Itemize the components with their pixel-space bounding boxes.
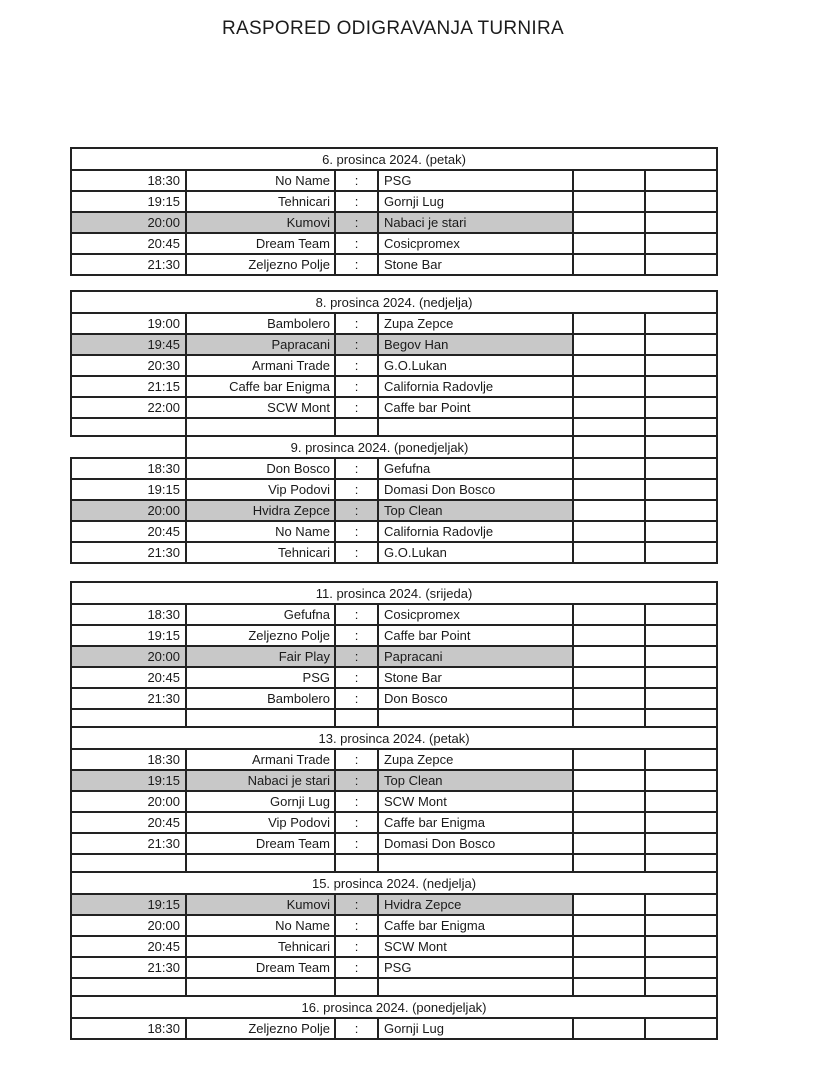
match-time-cell: 20:45 bbox=[71, 233, 186, 254]
date-header-row bbox=[71, 872, 717, 894]
match-row bbox=[71, 791, 717, 812]
separator-cell: : bbox=[335, 604, 378, 625]
date-header-row bbox=[71, 727, 717, 749]
match-time-cell: 21:30 bbox=[71, 254, 186, 275]
separator-cell: : bbox=[335, 957, 378, 978]
score-cell bbox=[645, 749, 717, 770]
score-cell bbox=[645, 397, 717, 418]
home-team-cell: No Name bbox=[186, 915, 335, 936]
match-time-cell: 21:30 bbox=[71, 542, 186, 563]
score-cell bbox=[645, 915, 717, 936]
match-time-cell: 18:30 bbox=[71, 170, 186, 191]
separator-cell: : bbox=[335, 915, 378, 936]
score-cell bbox=[645, 355, 717, 376]
page-title: RASPORED ODIGRAVANJA TURNIRA bbox=[221, 18, 564, 39]
score-cell bbox=[573, 334, 645, 355]
score-cell bbox=[645, 542, 717, 563]
match-time-cell: 19:15 bbox=[71, 479, 186, 500]
empty-cell bbox=[573, 978, 645, 996]
date-header-row bbox=[71, 148, 717, 170]
match-row bbox=[71, 334, 717, 355]
empty-cell bbox=[378, 978, 573, 996]
away-team-cell: Caffe bar Point bbox=[378, 397, 573, 418]
match-row bbox=[71, 667, 717, 688]
home-team-cell: Caffe bar Enigma bbox=[186, 376, 335, 397]
match-row bbox=[71, 936, 717, 957]
home-team-cell: Gornji Lug bbox=[186, 791, 335, 812]
date-header: 11. prosinca 2024. (srijeda) bbox=[71, 582, 717, 604]
separator-cell: : bbox=[335, 894, 378, 915]
home-team-cell: No Name bbox=[186, 521, 335, 542]
score-cell bbox=[645, 334, 717, 355]
empty-cell bbox=[71, 854, 186, 872]
empty-grid-row bbox=[71, 854, 717, 872]
header-spacer-cell bbox=[71, 436, 186, 458]
score-cell bbox=[645, 500, 717, 521]
separator-cell: : bbox=[335, 479, 378, 500]
score-cell bbox=[645, 254, 717, 275]
match-row bbox=[71, 957, 717, 978]
separator-cell: : bbox=[335, 812, 378, 833]
score-cell bbox=[573, 812, 645, 833]
separator-cell: : bbox=[335, 542, 378, 563]
score-cell bbox=[645, 436, 717, 458]
home-team-cell: Armani Trade bbox=[186, 355, 335, 376]
match-time-cell: 20:00 bbox=[71, 212, 186, 233]
match-row bbox=[71, 915, 717, 936]
away-team-cell: Gornji Lug bbox=[378, 191, 573, 212]
score-cell bbox=[573, 894, 645, 915]
separator-cell: : bbox=[335, 791, 378, 812]
match-time-cell: 20:00 bbox=[71, 646, 186, 667]
home-team-cell: Zeljezno Polje bbox=[186, 625, 335, 646]
score-cell bbox=[645, 212, 717, 233]
match-time-cell: 18:30 bbox=[71, 604, 186, 625]
match-time-cell: 19:00 bbox=[71, 313, 186, 334]
date-header: 6. prosinca 2024. (petak) bbox=[71, 148, 717, 170]
match-time-cell: 19:15 bbox=[71, 770, 186, 791]
empty-cell bbox=[573, 418, 645, 436]
match-time-cell: 21:30 bbox=[71, 833, 186, 854]
score-cell bbox=[645, 812, 717, 833]
match-row bbox=[71, 604, 717, 625]
match-time-cell: 20:30 bbox=[71, 355, 186, 376]
away-team-cell: Caffe bar Point bbox=[378, 625, 573, 646]
match-row bbox=[71, 770, 717, 791]
score-cell bbox=[645, 667, 717, 688]
away-team-cell: Top Clean bbox=[378, 500, 573, 521]
match-row bbox=[71, 355, 717, 376]
score-cell bbox=[573, 1018, 645, 1039]
date-header-row bbox=[71, 582, 717, 604]
score-cell bbox=[573, 521, 645, 542]
score-cell bbox=[645, 521, 717, 542]
score-cell bbox=[573, 688, 645, 709]
separator-cell: : bbox=[335, 833, 378, 854]
score-cell bbox=[645, 957, 717, 978]
date-header-row bbox=[71, 291, 717, 313]
home-team-cell: SCW Mont bbox=[186, 397, 335, 418]
score-cell bbox=[573, 254, 645, 275]
match-time-cell: 20:00 bbox=[71, 791, 186, 812]
home-team-cell: Tehnicari bbox=[186, 542, 335, 563]
separator-cell: : bbox=[335, 936, 378, 957]
home-team-cell: Vip Podovi bbox=[186, 479, 335, 500]
away-team-cell: Top Clean bbox=[378, 770, 573, 791]
score-cell bbox=[645, 1018, 717, 1039]
score-cell bbox=[573, 667, 645, 688]
score-cell bbox=[645, 688, 717, 709]
match-row bbox=[71, 313, 717, 334]
separator-cell: : bbox=[335, 397, 378, 418]
away-team-cell: PSG bbox=[378, 170, 573, 191]
separator-cell: : bbox=[335, 334, 378, 355]
score-cell bbox=[573, 833, 645, 854]
score-cell bbox=[573, 791, 645, 812]
away-team-cell: Zupa Zepce bbox=[378, 749, 573, 770]
home-team-cell: Tehnicari bbox=[186, 936, 335, 957]
empty-cell bbox=[378, 854, 573, 872]
match-row bbox=[71, 542, 717, 563]
separator-cell: : bbox=[335, 212, 378, 233]
away-team-cell: PSG bbox=[378, 957, 573, 978]
match-row bbox=[71, 212, 717, 233]
home-team-cell: Dream Team bbox=[186, 233, 335, 254]
match-time-cell: 21:15 bbox=[71, 376, 186, 397]
match-time-cell: 19:15 bbox=[71, 191, 186, 212]
score-cell bbox=[573, 233, 645, 254]
away-team-cell: SCW Mont bbox=[378, 791, 573, 812]
away-team-cell: SCW Mont bbox=[378, 936, 573, 957]
separator-cell: : bbox=[335, 521, 378, 542]
empty-grid-row bbox=[71, 709, 717, 727]
match-row bbox=[71, 625, 717, 646]
home-team-cell: Gefufna bbox=[186, 604, 335, 625]
schedule-table bbox=[70, 581, 718, 1040]
score-cell bbox=[573, 604, 645, 625]
score-cell bbox=[645, 170, 717, 191]
match-row bbox=[71, 894, 717, 915]
empty-cell bbox=[645, 854, 717, 872]
away-team-cell: Caffe bar Enigma bbox=[378, 812, 573, 833]
separator-cell: : bbox=[335, 458, 378, 479]
match-time-cell: 20:45 bbox=[71, 521, 186, 542]
score-cell bbox=[645, 313, 717, 334]
match-time-cell: 20:00 bbox=[71, 500, 186, 521]
date-header-row bbox=[71, 996, 717, 1018]
empty-grid-row bbox=[71, 418, 717, 436]
match-time-cell: 20:00 bbox=[71, 915, 186, 936]
score-cell bbox=[645, 604, 717, 625]
home-team-cell: Dream Team bbox=[186, 833, 335, 854]
schedule-table bbox=[70, 147, 718, 276]
score-cell bbox=[645, 625, 717, 646]
match-time-cell: 21:30 bbox=[71, 688, 186, 709]
score-cell bbox=[645, 233, 717, 254]
score-cell bbox=[573, 500, 645, 521]
match-row bbox=[71, 812, 717, 833]
separator-cell: : bbox=[335, 313, 378, 334]
home-team-cell: Vip Podovi bbox=[186, 812, 335, 833]
score-cell bbox=[573, 957, 645, 978]
empty-cell bbox=[71, 978, 186, 996]
score-cell bbox=[645, 936, 717, 957]
empty-cell bbox=[378, 418, 573, 436]
match-row bbox=[71, 254, 717, 275]
separator-cell: : bbox=[335, 355, 378, 376]
score-cell bbox=[645, 646, 717, 667]
empty-cell bbox=[645, 709, 717, 727]
home-team-cell: Tehnicari bbox=[186, 191, 335, 212]
score-cell bbox=[573, 212, 645, 233]
away-team-cell: California Radovlje bbox=[378, 376, 573, 397]
score-cell bbox=[573, 936, 645, 957]
match-row bbox=[71, 688, 717, 709]
away-team-cell: Nabaci je stari bbox=[378, 212, 573, 233]
empty-cell bbox=[645, 418, 717, 436]
away-team-cell: Gefufna bbox=[378, 458, 573, 479]
separator-cell: : bbox=[335, 191, 378, 212]
home-team-cell: Zeljezno Polje bbox=[186, 1018, 335, 1039]
date-header: 9. prosinca 2024. (ponedjeljak) bbox=[186, 436, 573, 458]
empty-cell bbox=[645, 978, 717, 996]
away-team-cell: Caffe bar Enigma bbox=[378, 915, 573, 936]
away-team-cell: Begov Han bbox=[378, 334, 573, 355]
separator-cell: : bbox=[335, 749, 378, 770]
match-time-cell: 20:45 bbox=[71, 667, 186, 688]
empty-cell bbox=[335, 854, 378, 872]
separator-cell: : bbox=[335, 500, 378, 521]
home-team-cell: Kumovi bbox=[186, 212, 335, 233]
empty-cell bbox=[71, 418, 186, 436]
separator-cell: : bbox=[335, 376, 378, 397]
empty-cell bbox=[186, 978, 335, 996]
match-time-cell: 19:45 bbox=[71, 334, 186, 355]
match-row bbox=[71, 397, 717, 418]
home-team-cell: Zeljezno Polje bbox=[186, 254, 335, 275]
date-header: 16. prosinca 2024. (ponedjeljak) bbox=[71, 996, 717, 1018]
empty-cell bbox=[186, 854, 335, 872]
score-cell bbox=[645, 791, 717, 812]
away-team-cell: Stone Bar bbox=[378, 667, 573, 688]
match-row bbox=[71, 646, 717, 667]
score-cell bbox=[573, 542, 645, 563]
away-team-cell: Papracani bbox=[378, 646, 573, 667]
score-cell bbox=[573, 313, 645, 334]
schedule-table bbox=[70, 290, 718, 564]
score-cell bbox=[573, 625, 645, 646]
away-team-cell: Gornji Lug bbox=[378, 1018, 573, 1039]
match-time-cell: 19:15 bbox=[71, 894, 186, 915]
away-team-cell: Stone Bar bbox=[378, 254, 573, 275]
match-time-cell: 21:30 bbox=[71, 957, 186, 978]
score-cell bbox=[573, 376, 645, 397]
match-row bbox=[71, 479, 717, 500]
match-row bbox=[71, 500, 717, 521]
empty-cell bbox=[335, 978, 378, 996]
score-cell bbox=[573, 479, 645, 500]
separator-cell: : bbox=[335, 667, 378, 688]
away-team-cell: California Radovlje bbox=[378, 521, 573, 542]
separator-cell: : bbox=[335, 688, 378, 709]
score-cell bbox=[573, 170, 645, 191]
score-cell bbox=[573, 191, 645, 212]
match-time-cell: 18:30 bbox=[71, 749, 186, 770]
match-row bbox=[71, 376, 717, 397]
empty-cell bbox=[573, 854, 645, 872]
match-time-cell: 20:45 bbox=[71, 812, 186, 833]
match-time-cell: 18:30 bbox=[71, 1018, 186, 1039]
match-time-cell: 22:00 bbox=[71, 397, 186, 418]
score-cell bbox=[573, 915, 645, 936]
empty-cell bbox=[71, 709, 186, 727]
home-team-cell: PSG bbox=[186, 667, 335, 688]
separator-cell: : bbox=[335, 1018, 378, 1039]
away-team-cell: Hvidra Zepce bbox=[378, 894, 573, 915]
empty-cell bbox=[335, 418, 378, 436]
score-cell bbox=[645, 479, 717, 500]
home-team-cell: Papracani bbox=[186, 334, 335, 355]
schedule-group bbox=[70, 147, 718, 276]
match-time-cell: 19:15 bbox=[71, 625, 186, 646]
away-team-cell: G.O.Lukan bbox=[378, 542, 573, 563]
date-header: 13. prosinca 2024. (petak) bbox=[71, 727, 717, 749]
score-cell bbox=[573, 770, 645, 791]
empty-cell bbox=[335, 709, 378, 727]
match-row bbox=[71, 233, 717, 254]
score-cell bbox=[573, 436, 645, 458]
score-cell bbox=[645, 894, 717, 915]
date-header-row bbox=[71, 436, 717, 458]
empty-cell bbox=[573, 709, 645, 727]
date-header: 15. prosinca 2024. (nedjelja) bbox=[71, 872, 717, 894]
match-row bbox=[71, 749, 717, 770]
empty-cell bbox=[378, 709, 573, 727]
home-team-cell: No Name bbox=[186, 170, 335, 191]
match-row bbox=[71, 521, 717, 542]
schedule-group bbox=[70, 581, 718, 1040]
score-cell bbox=[645, 458, 717, 479]
separator-cell: : bbox=[335, 625, 378, 646]
match-time-cell: 20:45 bbox=[71, 936, 186, 957]
match-row bbox=[71, 1018, 717, 1039]
score-cell bbox=[645, 376, 717, 397]
score-cell bbox=[573, 749, 645, 770]
date-header: 8. prosinca 2024. (nedjelja) bbox=[71, 291, 717, 313]
score-cell bbox=[645, 833, 717, 854]
away-team-cell: Domasi Don Bosco bbox=[378, 479, 573, 500]
home-team-cell: Fair Play bbox=[186, 646, 335, 667]
match-row bbox=[71, 833, 717, 854]
match-time-cell: 18:30 bbox=[71, 458, 186, 479]
separator-cell: : bbox=[335, 770, 378, 791]
separator-cell: : bbox=[335, 170, 378, 191]
schedule-group bbox=[70, 290, 718, 564]
match-row bbox=[71, 458, 717, 479]
home-team-cell: Bambolero bbox=[186, 688, 335, 709]
separator-cell: : bbox=[335, 646, 378, 667]
score-cell bbox=[573, 397, 645, 418]
empty-grid-row bbox=[71, 978, 717, 996]
score-cell bbox=[645, 191, 717, 212]
separator-cell: : bbox=[335, 254, 378, 275]
away-team-cell: Don Bosco bbox=[378, 688, 573, 709]
home-team-cell: Nabaci je stari bbox=[186, 770, 335, 791]
away-team-cell: Cosicpromex bbox=[378, 604, 573, 625]
score-cell bbox=[645, 770, 717, 791]
home-team-cell: Armani Trade bbox=[186, 749, 335, 770]
match-row bbox=[71, 191, 717, 212]
empty-cell bbox=[186, 418, 335, 436]
home-team-cell: Kumovi bbox=[186, 894, 335, 915]
away-team-cell: G.O.Lukan bbox=[378, 355, 573, 376]
home-team-cell: Bambolero bbox=[186, 313, 335, 334]
home-team-cell: Don Bosco bbox=[186, 458, 335, 479]
home-team-cell: Dream Team bbox=[186, 957, 335, 978]
match-row bbox=[71, 170, 717, 191]
score-cell bbox=[573, 355, 645, 376]
score-cell bbox=[573, 458, 645, 479]
home-team-cell: Hvidra Zepce bbox=[186, 500, 335, 521]
score-cell bbox=[573, 646, 645, 667]
separator-cell: : bbox=[335, 233, 378, 254]
away-team-cell: Cosicpromex bbox=[378, 233, 573, 254]
away-team-cell: Zupa Zepce bbox=[378, 313, 573, 334]
empty-cell bbox=[186, 709, 335, 727]
away-team-cell: Domasi Don Bosco bbox=[378, 833, 573, 854]
